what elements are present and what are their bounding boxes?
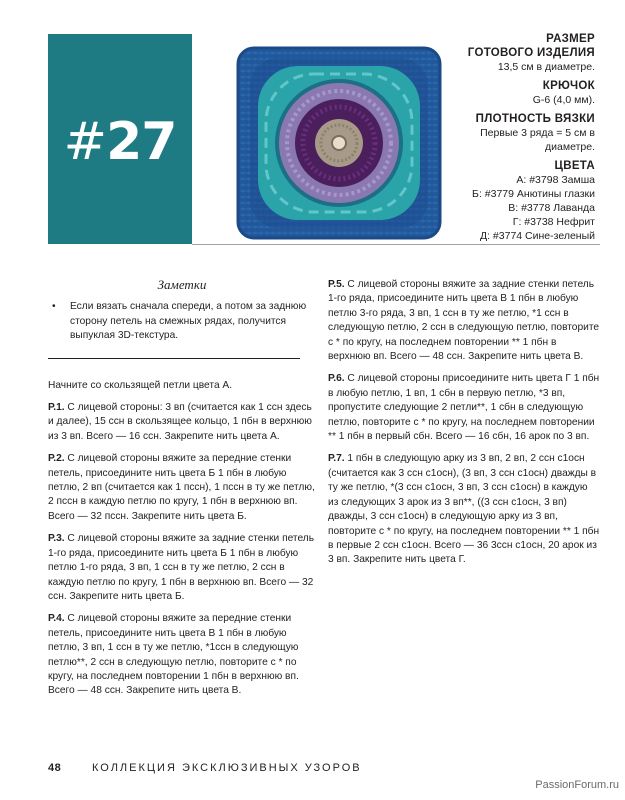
- row-label: Р.7.: [328, 453, 345, 465]
- intro-text: Начните со скользящей петли цвета А.: [48, 379, 233, 391]
- bullet-icon: •: [52, 301, 56, 313]
- specs-panel: [415, 32, 595, 243]
- row-instruction: [328, 372, 600, 444]
- row-instruction: [328, 452, 600, 567]
- notes-item: [48, 300, 316, 343]
- row-label: Р.3.: [48, 533, 65, 545]
- center-ring: [332, 136, 346, 150]
- spec-color-a: А: #3798 Замша: [516, 174, 595, 186]
- spec-colors-heading: ЦВЕТА: [554, 160, 595, 172]
- row-instruction: [328, 278, 600, 364]
- row-label: Р.2.: [48, 453, 65, 465]
- notes-divider: [48, 358, 300, 359]
- left-column: [48, 278, 316, 707]
- row-label: Р.6.: [328, 373, 345, 385]
- row-text: С лицевой стороны вяжите за передние стенки петель, присоедините нить цвета В 1 пбн в любую петлю, 3 вп, 1 ссн в ту же петлю, *1ссн в следующую петлю**, 2 ссн в следующую петлю, повторите с * по кругу, на последнем повторении 1 пбн в верхнюю вп. Всего — 48 ссн. Закрепите нить цвета В.: [48, 613, 299, 697]
- pattern-number-value: 27: [106, 112, 177, 172]
- spec-color-c: В: #3778 Лаванда: [508, 202, 595, 214]
- spec-hook-value: G-6 (4,0 мм).: [532, 94, 595, 106]
- spec-size-heading-line: ГОТОВОГО ИЗДЕЛИЯ: [467, 47, 595, 59]
- pattern-number-block: [48, 34, 192, 244]
- header-divider: [192, 244, 600, 245]
- row-text: С лицевой стороны вяжите за передние стенки петель, присоедините нить цвета Б 1 пбн в любую петлю, 2 вп (считается как 1 пссн), 1 пссн в ту же петлю, 2 пссн в каждую петлю по кругу, 1 пбн в верхнюю вп. Всего — 32 пссн. Закрепите нить цвета Б.: [48, 453, 315, 522]
- row-text: С лицевой стороны вяжите за задние стенки петель 1-го ряда, присоедините нить цвета В 1 пбн в любую петлю 3-го ряда, 3 вп, 1 ссн в ту же петлю, *1 ссн в следующую петлю, 2 ссн в следующую петлю, повторите с * по кругу, на последнем повторении ** 1 пбн в верхнюю вп. Всего — 48 ссн. Закрепите нить цвета В.: [328, 279, 600, 363]
- row-instruction: [48, 401, 316, 444]
- row-label: Р.1.: [48, 402, 65, 414]
- spec-color-b: Б: #3779 Анютины глазки: [472, 188, 595, 200]
- row-instruction: [48, 452, 316, 524]
- spec-size-value: 13,5 см в диаметре.: [497, 61, 595, 73]
- pattern-number-hash: #: [63, 112, 107, 172]
- spec-hook-heading: КРЮЧОК: [542, 80, 595, 92]
- spec-size-heading-line: РАЗМЕР: [546, 33, 595, 45]
- row-instruction: [48, 532, 316, 604]
- pattern-number: [48, 112, 192, 172]
- spec-color-e: Д: #3774 Сине-зеленый: [479, 230, 595, 242]
- watermark: PassionForum.ru: [535, 779, 619, 791]
- row-label: Р.5.: [328, 279, 345, 290]
- granny-square-photo: [234, 44, 444, 242]
- right-column: [328, 278, 600, 576]
- spec-gauge-heading: ПЛОТНОСТЬ ВЯЗКИ: [475, 113, 595, 125]
- row-instruction: [48, 612, 316, 698]
- notes-item-text: Если вязать сначала спереди, а потом за заднюю сторону петель на смежных рядах, получится выпуклая 3D-текстура.: [70, 301, 307, 342]
- row-text: С лицевой стороны присоедините нить цвета Г 1 пбн в любую петлю, 1 вп, 1 сбн в первую петлю, *3 вп, пропустите следующие 2 петли**, 1 сбн в следующую петлю, повторите с * по кругу, на последнем повторении ** 1 пбн в первый сбн. Всего — 16 сбн, 16 арок по 3 вп.: [328, 373, 600, 443]
- spec-size-heading: [415, 32, 595, 60]
- book-title: КОЛЛЕКЦИЯ ЭКСКЛЮЗИВНЫХ УЗОРОВ: [92, 762, 362, 774]
- notes-title: Заметки: [157, 277, 207, 292]
- row-text: 1 пбн в следующую арку из 3 вп, 2 вп, 2 ссн с1осн (считается как 3 ссн с1осн), (3 вп, 3 ссн с1осн) дважды в ту же петлю, *(3 ссн с1осн, 3 вп, 3 ссн с1осн) в каждую из следующих 3 арок из 3 вп**, ((3 ссн с1осн, 3 вп) дважды, 3 ссн с1осн) в следующую арку из 3 вп, повторите с * по кругу, на последнем повторении ** 1 пбн в первые 2 ссн с1осн. Всего — 36 3ссн с1осн, 20 арок из 3 вп. Закрепите нить цвета Г.: [328, 453, 600, 566]
- row-label: Р.4.: [48, 613, 65, 625]
- spec-color-d: Г: #3738 Нефрит: [512, 216, 595, 228]
- row-text: С лицевой стороны: 3 вп (считается как 1 ссн здесь и далее), 15 ссн в скользящее кольцо, 1 пбн в верхнюю из 3 вп. Всего — 16 ссн. Закрепите нить цвета А.: [48, 402, 312, 442]
- spec-gauge-value-line: Первые 3 ряда = 5 см в: [480, 127, 595, 139]
- row-text: С лицевой стороны вяжите за задние стенки петель 1-го ряда, присоедините нить цвета Б 1 пбн в любую петлю 1-го ряда, 3 вп, 1 ссн в ту же петлю, 2 ссн в каждую петлю по кругу, 1 пбн в верхнюю вп. Всего — 32 ссн. Закрепите нить цвета Б.: [48, 533, 315, 602]
- page-number: 48: [48, 762, 62, 774]
- spec-gauge-value-line: диаметре.: [545, 141, 595, 153]
